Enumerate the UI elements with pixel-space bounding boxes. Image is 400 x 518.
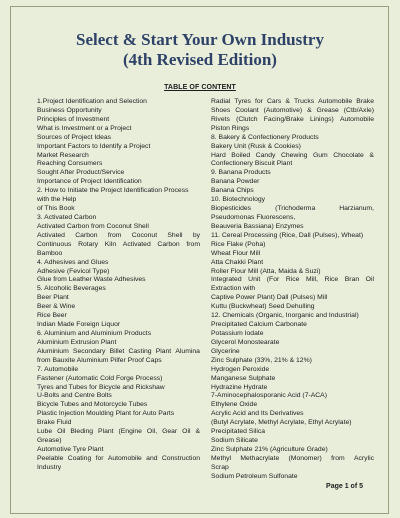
toc-entry: Sources of Project Ideas [37, 133, 112, 141]
toc-entry: Aluminium Secondary Billet Casting Plant Alumina [37, 347, 200, 355]
toc-entry: Precipitated Calcium Carbonate [211, 321, 307, 329]
toc-entry: 5. Alcoholic Beverages [37, 285, 106, 293]
toc-entry: Glycerine [211, 347, 240, 355]
toc-entry: Banana Chips [211, 187, 254, 195]
toc-entry: Activated Carbon from Coconut Shell by [37, 231, 200, 239]
toc-entry: Peelable Coating for Automobile and Construction [37, 454, 200, 462]
toc-entry: Confectionery Biscuit Plant [211, 160, 293, 168]
toc-entry: from Bauxite Aluminium Pilfer Proof Caps [37, 356, 162, 364]
toc-entry: Zinc Sulphate (33%, 21% & 12%) [211, 356, 312, 364]
toc-entry: 4. Adhesives and Glues [37, 258, 109, 266]
toc-entry: Extraction with [211, 285, 256, 293]
toc-left-column [37, 98, 200, 473]
toc-entry: Business Opportunity [37, 106, 102, 114]
toc-entry: Ethylene Oxide [211, 401, 258, 409]
toc-entry: 7. Automobile [37, 365, 79, 373]
toc-entry: 2. How to Initiate the Project Identification Process [37, 187, 189, 195]
toc-entry: Indian Made Foreign Liquor [37, 321, 121, 329]
toc-entry: Glue from Leather Waste Adhesives [37, 276, 146, 284]
toc-entry: Methyl Methacrylate (Monomer) from Acrylic [211, 454, 374, 462]
toc-entry: Beer & Wine [37, 303, 76, 311]
toc-entry: Banana Powder [211, 178, 260, 186]
toc-right-column [211, 98, 374, 482]
toc-entry: U-Bolts and Centre Bolts [37, 392, 112, 400]
toc-entry: Potassium Iodate [211, 329, 264, 337]
toc-entry: Aluminium Extrusion Plant [37, 338, 117, 346]
toc-entry: Glycerol Monostearate [211, 338, 280, 346]
document-title: Select & Start Your Own Industry [76, 30, 324, 49]
toc-entry: 8. Bakery & Confectionery Products [211, 133, 319, 141]
toc-entry: Sodium Silicate [211, 437, 258, 445]
toc-entry: Industry [37, 463, 62, 471]
toc-entry: with the Help [37, 196, 77, 204]
toc-entry: Rice Flake (Poha) [211, 240, 266, 248]
toc-entry: Precipitated Silica [211, 428, 266, 436]
toc-entry: Sodium Petroleum Sulfonate [211, 472, 298, 480]
toc-entry: 7-Aminocephalosporanic Acid (7-ACA) [211, 392, 327, 400]
toc-entry: Continuous Rotary Kiln Activated Carbon from [37, 240, 200, 248]
toc-entry: Activated Carbon from Coconut Shell [37, 222, 149, 230]
toc-entry: Pseudomonas Fluorescens, [211, 213, 296, 221]
toc-entry: Biopesticides (Trichoderma Harzianum, [211, 205, 374, 213]
toc-entry: Scrap [211, 463, 229, 471]
document-subtitle: (4th Revised Edition) [123, 50, 277, 69]
toc-entry: Hard Boiled Candy Chewing Gum Chocolate & [211, 151, 374, 159]
page-number: Page 1 of 5 [326, 483, 363, 490]
toc-entry: Rice Beer [37, 312, 67, 320]
toc-entry: Reaching Consumers [37, 160, 103, 168]
toc-entry: Adhesive (Fevicol Type) [37, 267, 110, 275]
toc-entry: 11. Cereal Processing (Rice, Dall (Pulses), Wheat) [211, 231, 364, 239]
toc-entry: Acrylic Acid and Its Derivatives [211, 410, 304, 418]
toc-entry: Integrated Unit (For Rice Mill, Rice Bran Oil [211, 276, 374, 284]
toc-entry: 1.Project Identification and Selection [37, 98, 147, 105]
toc-entry: Bamboo [37, 249, 63, 257]
toc-entry: Brake Fluid [37, 419, 72, 427]
toc-heading: TABLE OF CONTENT [164, 84, 236, 91]
toc-entry: Plastic Injection Moulding Plant for Auto Parts [37, 410, 175, 418]
toc-entry: Sought After Product/Service [37, 169, 125, 177]
toc-entry: Hydrogen Peroxide [211, 365, 270, 373]
toc-entry: Roller Flour Mill (Atta, Maida & Suzi) [211, 267, 321, 275]
toc-entry: Manganese Sulphate [211, 374, 276, 382]
toc-entry: Piston Rings [211, 124, 250, 132]
toc-entry: Atta Chakki Plant [211, 258, 264, 266]
toc-entry: Automotive Tyre Plant [37, 445, 104, 453]
toc-entry: 3. Activated Carbon [37, 213, 97, 221]
toc-entry: Beauveria Bassiana) Enzymes [211, 222, 304, 230]
toc-entry: Grease) [37, 437, 62, 445]
toc-entry: Hydrazine Hydrate [211, 383, 268, 391]
toc-entry: 12. Chemicals (Organic, Inorganic and Industrial) [211, 312, 359, 320]
toc-entry: Wheat Flour Mill [211, 249, 261, 257]
toc-entry: Shoes Coolant (Automotive) & Grease (Ctb/Axle) [211, 106, 374, 114]
toc-entry: Fastener (Automatic Cold Forge Process) [37, 374, 163, 382]
toc-entry: Tyres and Tubes for Bicycle and Rickshaw [37, 383, 165, 391]
toc-entry: of This Book [37, 205, 75, 213]
toc-entry: Radial Tyres for Cars & Trucks Automobile Brake [211, 98, 374, 105]
toc-entry: Important Factors to Identify a Project [37, 142, 151, 150]
toc-entry: Bicycle Tubes and Motorcycle Tubes [37, 401, 148, 409]
toc-entry: Kuttu (Buckwheat) Seed Dehulling [211, 303, 315, 311]
toc-entry: Captive Power Plant) Dall (Pulses) Mill [211, 294, 328, 302]
toc-entry: 10. Biotechnology [211, 196, 266, 204]
toc-entry: Zinc Sulphate 21% (Agriculture Grade) [211, 445, 328, 453]
toc-entry: 9. Banana Products [211, 169, 271, 177]
toc-entry: What is Investment or a Project [37, 124, 132, 132]
toc-entry: Principles of Investment [37, 115, 110, 123]
toc-entry: Rivets (Clutch Facing/Brake Linings) Automobile [211, 115, 374, 123]
toc-entry: Bakery Unit (Rusk & Cookies) [211, 142, 301, 150]
toc-entry: Importance of Project Identification [37, 178, 142, 186]
toc-entry: Beer Plant [37, 294, 69, 302]
toc-entry: Market Research [37, 151, 89, 159]
toc-entry: Lube Oil Bleding Plant (Engine Oil, Gear Oil & [37, 428, 200, 436]
toc-entry: (Butyl Acrylate, Methyl Acrylate, Ethyl Acrylate) [211, 419, 352, 427]
toc-entry: 6. Aluminium and Aluminium Products [37, 329, 152, 337]
